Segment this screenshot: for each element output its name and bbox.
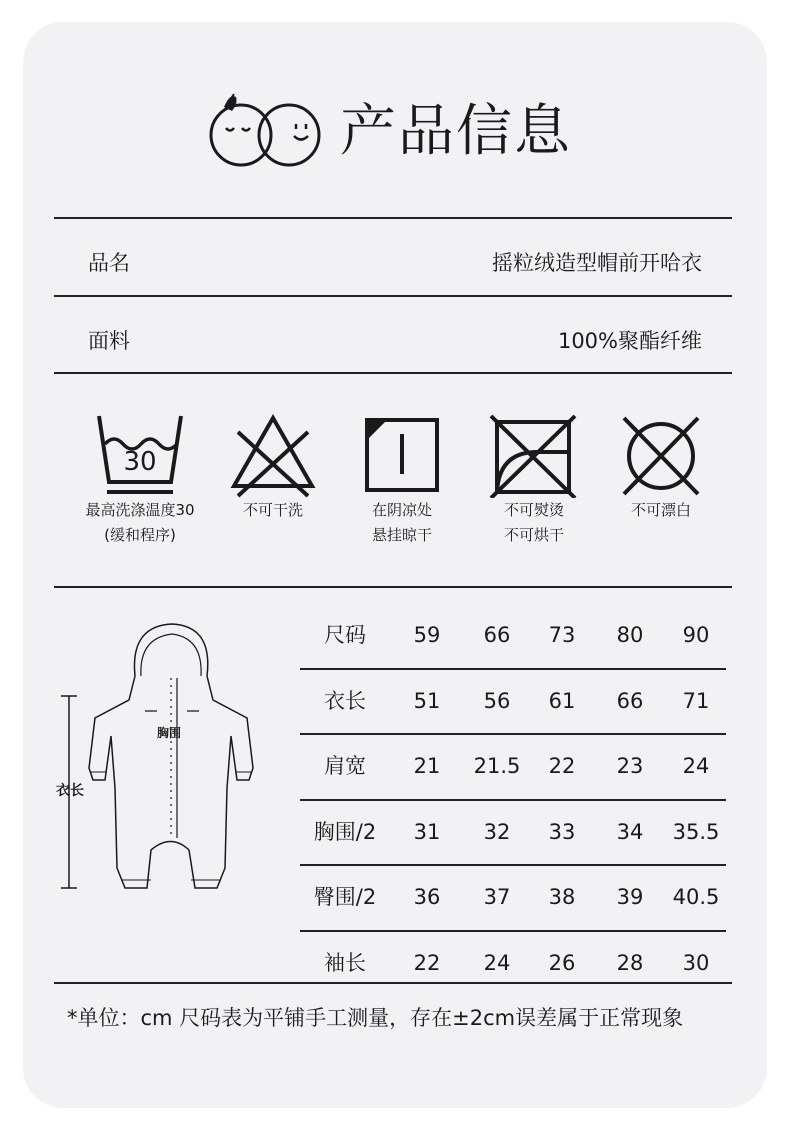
table-cell: 30 xyxy=(682,950,710,975)
table-cell: 73 xyxy=(548,623,576,647)
table-cell: 22 xyxy=(548,754,576,778)
shade-dry-line1: 在阴凉处 xyxy=(371,501,432,519)
no-iron-line2: 不可烘干 xyxy=(503,526,564,544)
table-cell: 40.5 xyxy=(672,885,720,909)
no-dry-clean-label: 不可干洗 xyxy=(242,501,303,519)
chest-label: 胸围 xyxy=(157,726,182,740)
wash-30-icon xyxy=(95,412,185,498)
divider xyxy=(54,982,732,984)
table-cell: 61 xyxy=(548,688,576,713)
table-row xyxy=(300,670,726,736)
product-name-label: 品名 xyxy=(88,251,130,275)
divider xyxy=(54,372,732,374)
row-label: 胸围/2 xyxy=(313,819,377,844)
baby-romper-diagram xyxy=(55,618,260,893)
no-iron-line1: 不可熨烫 xyxy=(503,501,564,519)
table-cell: 23 xyxy=(616,754,644,778)
table-cell: 51 xyxy=(413,688,441,713)
table-cell: 24 xyxy=(682,754,710,778)
no-bleach-icon xyxy=(616,412,706,498)
fabric-label: 面料 xyxy=(88,329,130,353)
table-cell: 33 xyxy=(548,819,576,844)
table-row xyxy=(300,932,726,996)
care-shade-dry xyxy=(327,412,477,548)
table-cell: 28 xyxy=(616,950,644,975)
shade-hang-dry-icon xyxy=(357,412,447,498)
table-cell: 34 xyxy=(616,819,644,844)
table-cell: 90 xyxy=(682,623,710,647)
care-no-bleach xyxy=(586,412,736,523)
row-label: 衣长 xyxy=(324,688,366,713)
wash-label-line1: 最高洗涤温度30 xyxy=(85,501,195,519)
product-name-value: 摇粒绒造型帽前开哈衣 xyxy=(492,251,702,275)
no-dry-clean-icon xyxy=(228,412,318,498)
table-cell: 37 xyxy=(483,885,511,909)
table-row xyxy=(300,866,726,932)
shade-dry-line2: 悬挂晾干 xyxy=(371,526,432,544)
table-cell: 32 xyxy=(483,819,511,844)
divider xyxy=(54,295,732,297)
table-cell: 24 xyxy=(483,950,511,975)
no-iron-tumble-icon xyxy=(489,412,579,498)
twin-face-logo-icon xyxy=(206,90,326,170)
row-label: 肩宽 xyxy=(324,754,366,778)
row-label: 臀围/2 xyxy=(313,885,377,909)
care-wash xyxy=(65,412,215,548)
table-cell: 21 xyxy=(413,754,441,778)
table-cell: 56 xyxy=(483,688,511,713)
footer-note: *单位：cm 尺码表为平铺手工测量，存在±2cm误差属于正常现象 xyxy=(67,1006,684,1030)
size-table xyxy=(300,604,726,995)
svg-text:30: 30 xyxy=(123,447,157,477)
row-label: 袖长 xyxy=(324,950,366,975)
table-row xyxy=(300,801,726,867)
table-cell: 66 xyxy=(483,623,511,647)
table-cell: 21.5 xyxy=(473,754,521,778)
row-label: 尺码 xyxy=(324,623,366,647)
table-cell: 22 xyxy=(413,950,441,975)
table-cell: 35.5 xyxy=(672,819,720,844)
divider xyxy=(54,586,732,588)
no-bleach-label: 不可漂白 xyxy=(630,501,691,519)
table-row xyxy=(300,735,726,801)
length-label: 衣长 xyxy=(56,783,84,799)
table-cell: 36 xyxy=(413,885,441,909)
table-cell: 31 xyxy=(413,819,441,844)
care-no-dry-clean xyxy=(198,412,348,523)
table-cell: 66 xyxy=(616,688,644,713)
table-cell: 39 xyxy=(616,885,644,909)
wash-label-line2: (缓和程序) xyxy=(104,526,176,544)
table-cell: 26 xyxy=(548,950,576,975)
page-title: 产品信息 xyxy=(340,99,572,164)
table-row xyxy=(300,604,726,670)
table-cell: 71 xyxy=(682,688,710,713)
fabric-value: 100%聚酯纤维 xyxy=(557,329,702,353)
table-cell: 38 xyxy=(548,885,576,909)
table-cell: 59 xyxy=(413,623,441,647)
divider xyxy=(54,217,732,219)
table-cell: 80 xyxy=(616,623,644,647)
